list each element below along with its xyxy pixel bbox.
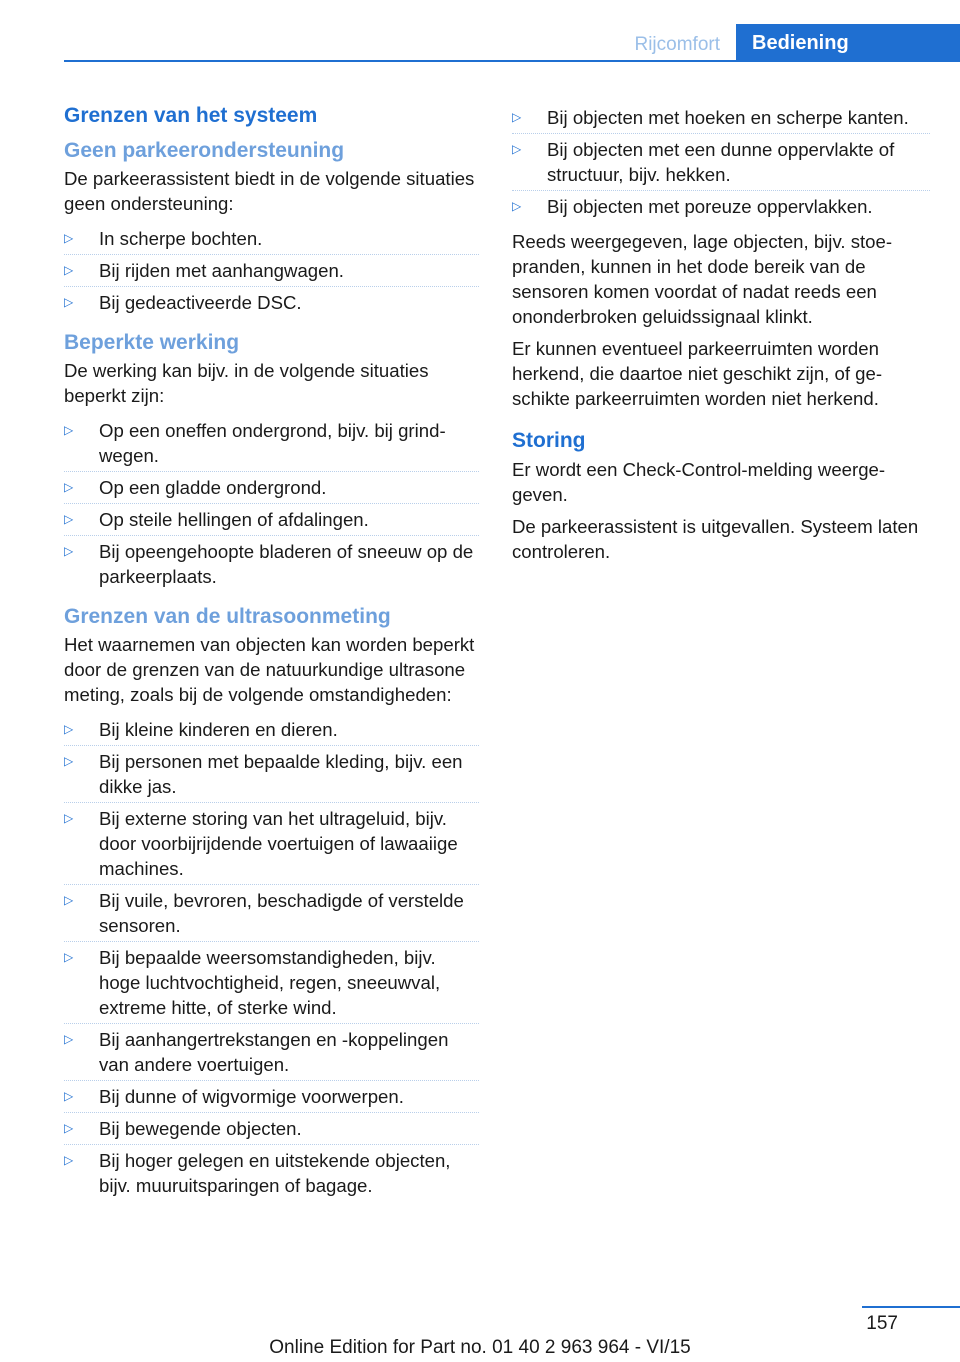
triangle-bullet-icon: ▷ <box>64 754 74 768</box>
list-item-text: Bij hoger gelegen en uitstekende objecten, bijv. muuruitsparingen of bagage. <box>99 1150 451 1196</box>
list-item <box>64 255 479 287</box>
paragraph-ultrasound-limits: Het waarnemen van objecten kan worden beperkt door de grenzen van de natuurkundige ultrasone meting, zoals bij de volgende omstandigheden: <box>64 634 475 705</box>
triangle-bullet-icon: ▷ <box>64 231 74 245</box>
list-item-text: Bij objecten met hoeken en scherpe kanten. <box>547 107 909 128</box>
list-item-text: Bij bewegende objecten. <box>99 1118 302 1139</box>
header-section-label: Rijcomfort <box>634 34 720 55</box>
online-edition-note: Online Edition for Part no. 01 40 2 963 964 - VI/15 <box>269 1337 691 1358</box>
triangle-bullet-icon: ▷ <box>64 263 74 277</box>
list-item <box>64 942 479 1024</box>
list-item-text: Bij aanhangertrekstangen en -koppelingen van andere voertuigen. <box>99 1029 449 1075</box>
list-item <box>64 504 479 536</box>
list-item-text: Bij kleine kinderen en dieren. <box>99 719 338 740</box>
triangle-bullet-icon: ▷ <box>64 512 74 526</box>
paragraph-low-objects: Reeds weergegeven, lage objecten, bijv. stoepranden, kunnen in het dode bereik van de sensoren komen voordat of nadat reeds een ononderbroken geluidssignaal klinkt. <box>512 231 893 327</box>
paragraph-limited-operation: De werking kan bijv. in de volgende situaties beperkt zijn: <box>64 360 429 406</box>
triangle-bullet-icon: ▷ <box>64 1121 74 1135</box>
list-item-text: Op een gladde ondergrond. <box>99 477 327 498</box>
list-item-text: Bij objecten met een dunne oppervlakte of structuur, bijv. hekken. <box>547 139 895 185</box>
list-no-parking-support <box>64 223 479 319</box>
triangle-bullet-icon: ▷ <box>512 199 522 213</box>
list-item <box>64 1081 479 1113</box>
list-item <box>64 415 479 472</box>
triangle-bullet-icon: ▷ <box>64 950 74 964</box>
triangle-bullet-icon: ▷ <box>64 423 74 437</box>
heading-malfunction: Storing <box>512 429 586 452</box>
triangle-bullet-icon: ▷ <box>64 480 74 494</box>
right-column <box>512 100 930 571</box>
header-chapter-tab: Bediening <box>736 24 960 62</box>
list-item <box>64 746 479 803</box>
list-item <box>64 287 479 319</box>
subheading-no-parking-support: Geen parkeerondersteuning <box>64 139 345 162</box>
paragraph-assistant-failed: De parkeerassistent is uitgevallen. Systeem laten controleren. <box>512 516 919 562</box>
header-rule <box>64 60 960 62</box>
triangle-bullet-icon: ▷ <box>64 544 74 558</box>
paragraph-parking-spaces: Er kunnen eventueel parkeerruimten worden herkend, die daartoe niet geschikt zijn, of geschikte parkeerruimten worden niet herkend. <box>512 338 883 409</box>
triangle-bullet-icon: ▷ <box>64 893 74 907</box>
paragraph-check-control: Er wordt een Check-Control-melding weergegeven. <box>512 459 886 505</box>
list-item <box>64 223 479 255</box>
list-item <box>64 1145 479 1202</box>
footer-rule <box>862 1306 960 1308</box>
triangle-bullet-icon: ▷ <box>64 722 74 736</box>
triangle-bullet-icon: ▷ <box>64 1089 74 1103</box>
list-item <box>64 472 479 504</box>
list-item <box>64 536 479 593</box>
subheading-limited-operation: Beperkte werking <box>64 331 240 354</box>
list-item <box>64 1113 479 1145</box>
paragraph-no-parking-support: De parkeerassistent biedt in de volgende situaties geen ondersteuning: <box>64 168 475 214</box>
list-item-text: Bij vuile, bevroren, beschadigde of verstelde sensoren. <box>99 890 464 936</box>
list-item-text: Bij externe storing van het ultrageluid, bijv. door voorbijrijdende voertuigen of lawaaiige machines. <box>99 808 458 879</box>
triangle-bullet-icon: ▷ <box>64 811 74 825</box>
list-item <box>64 803 479 885</box>
list-limited-operation <box>64 415 479 593</box>
triangle-bullet-icon: ▷ <box>64 1032 74 1046</box>
list-item-text: Bij gedeactiveerde DSC. <box>99 292 302 313</box>
list-object-limits <box>512 102 930 223</box>
page-number: 157 <box>866 1313 898 1334</box>
list-item <box>512 191 930 223</box>
triangle-bullet-icon: ▷ <box>64 295 74 309</box>
list-item <box>512 102 930 134</box>
list-item-text: Bij objecten met poreuze oppervlakken. <box>547 196 873 217</box>
triangle-bullet-icon: ▷ <box>512 142 522 156</box>
list-item <box>64 885 479 942</box>
list-item-text: In scherpe bochten. <box>99 228 263 249</box>
list-item-text: Bij dunne of wigvormige voorwerpen. <box>99 1086 404 1107</box>
list-item-text: Bij bepaalde weersomstandigheden, bijv. hoge luchtvochtigheid, regen, sneeuwval, extreme hitte, of sterke wind. <box>99 947 441 1018</box>
list-item-text: Op een oneffen ondergrond, bijv. bij grindwegen. <box>99 420 446 466</box>
left-column <box>64 100 479 1202</box>
list-item <box>64 714 479 746</box>
list-item <box>512 134 930 191</box>
list-ultrasound-limits <box>64 714 479 1202</box>
triangle-bullet-icon: ▷ <box>512 110 522 124</box>
list-item-text: Bij personen met bepaalde kleding, bijv. een dikke jas. <box>99 751 463 797</box>
list-item <box>64 1024 479 1081</box>
section-title: Grenzen van het systeem <box>64 104 318 127</box>
list-item-text: Bij opeengehoopte bladeren of sneeuw op de parkeerplaats. <box>99 541 474 587</box>
list-item-text: Op steile hellingen of afdalingen. <box>99 509 369 530</box>
triangle-bullet-icon: ▷ <box>64 1153 74 1167</box>
subheading-ultrasound-limits: Grenzen van de ultrasoonmeting <box>64 605 391 628</box>
list-item-text: Bij rijden met aanhangwagen. <box>99 260 344 281</box>
